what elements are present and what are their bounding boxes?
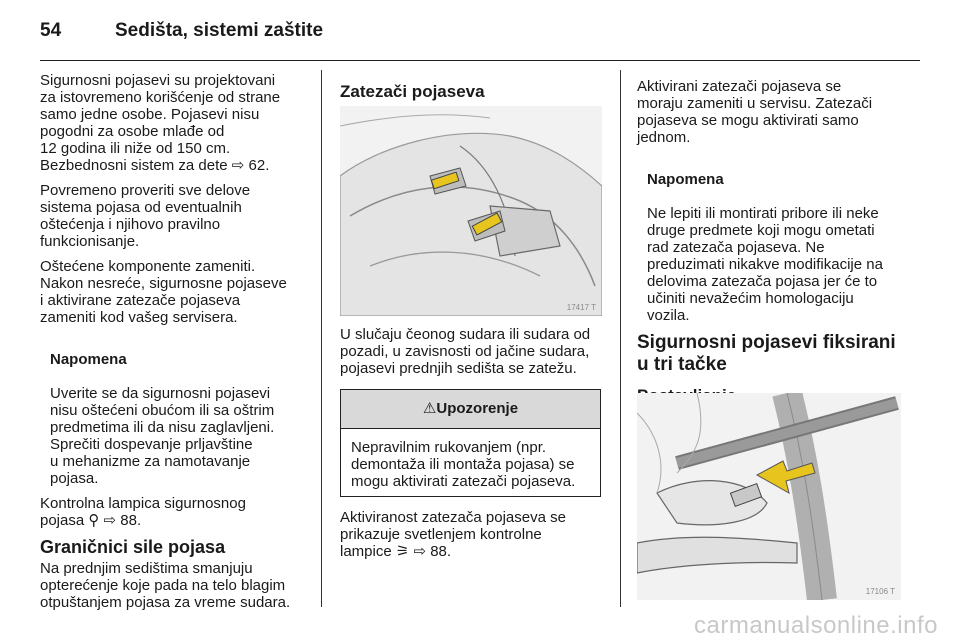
warning-box xyxy=(340,389,601,497)
page-header xyxy=(40,18,920,48)
paragraph-tensioner-trigger: U slučaju čeonog sudara ili sudara od pozadi, u zavisnosti od jačine sudara, pojasevi prednjih sedišta se zatežu. xyxy=(340,326,591,377)
column-2-text xyxy=(340,326,610,385)
warning-title: Upozorenje xyxy=(436,400,519,417)
note-label-2: Napomena xyxy=(647,171,724,188)
column-divider-2 xyxy=(620,70,621,607)
belt-tensioner-illustration xyxy=(340,106,602,316)
heading-three-point-belts: Sigurnosni pojasevi fiksirani u tri tačke xyxy=(637,332,896,375)
page-title: Sedišta, sistemi zaštite xyxy=(115,20,324,41)
column-3 xyxy=(637,78,907,412)
note-text: Uverite se da sigurnosni pojasevi nisu oštećeni obućom ili sa oštrim predmetima ili da nisu zaglavljeni. Sprečiti dospevanje prljavštine u mehanizme za namotavanje pojasa. xyxy=(50,385,275,487)
column-1 xyxy=(40,72,312,619)
column-2 xyxy=(340,78,605,108)
heading-belt-tensioners: Zatezači pojaseva xyxy=(340,82,485,101)
header-rule xyxy=(40,60,920,61)
belt-fitting-drawing xyxy=(637,393,901,600)
page-number: 54 xyxy=(40,20,62,41)
note-label: Napomena xyxy=(50,351,127,368)
note-block xyxy=(40,334,312,487)
paragraph-usage: Sigurnosni pojasevi su projektovani za istovremeno korišćenje od strane samo jedne osobe. Pojasevi nisu pogodni za osobe mlađe od 12 godina ili niže od 150 cm. Bezbednosni sistem za dete ⇨ 62. xyxy=(40,72,281,174)
heading-force-limiters: Graničnici sile pojasa xyxy=(40,537,226,557)
warning-icon: ⚠ xyxy=(422,400,437,417)
warning-text: Nepravilnim rukovanjem (npr. demontaža ili montaža pojasa) se mogu aktivirati zatezači pojaseva. xyxy=(351,439,576,490)
note-block-2 xyxy=(637,154,907,324)
watermark: carmanualsonline.info xyxy=(694,612,938,639)
paragraph-inspection: Povremeno proveriti sve delove sistema pojasa od eventualnih oštećenja i njihovo pravilno funkcionisanje. xyxy=(40,182,251,250)
image-code-2: 17106 T xyxy=(865,587,895,596)
paragraph-warning-lamp: Kontrolna lampica sigurnosnog pojasa ⚲ ⇨ 88. xyxy=(40,495,246,529)
image-code: 17417 T xyxy=(566,303,596,312)
paragraph-replace: Oštećene komponente zameniti. Nakon nesreće, sigurnosne pojaseve i aktivirane zatezače pojaseva zameniti kod vašeg servisera. xyxy=(40,258,287,326)
column-divider-1 xyxy=(321,70,322,607)
paragraph-force-limiters: Na prednjim sedištima smanjuju opterećenje koje pada na telo blagim otpuštanjem pojasa za vreme sudara. xyxy=(40,560,291,611)
warning-header xyxy=(341,390,600,429)
column-2-text-2 xyxy=(340,509,610,568)
paragraph-tensioner-indicator: Aktiviranost zatezača pojaseva se prikazuje svetlenjem kontrolne lampice ⚞ ⇨ 88. xyxy=(340,509,566,560)
seat-buckle-drawing xyxy=(340,106,602,316)
note-text-2: Ne lepiti ili montirati pribore ili neke druge predmete koji mogu ometati rad zatezača pojaseva. Ne preduzimati nikakve modifikacije na delovima zatezača pojasa jer će to učiniti nevažećim homologaciju vozila. xyxy=(647,205,883,324)
paragraph-replacement-service: Aktivirani zatezači pojaseva se moraju zameniti u servisu. Zatezači pojaseva se mogu aktivirati samo jednom. xyxy=(637,78,873,146)
belt-fitting-illustration xyxy=(637,393,901,600)
